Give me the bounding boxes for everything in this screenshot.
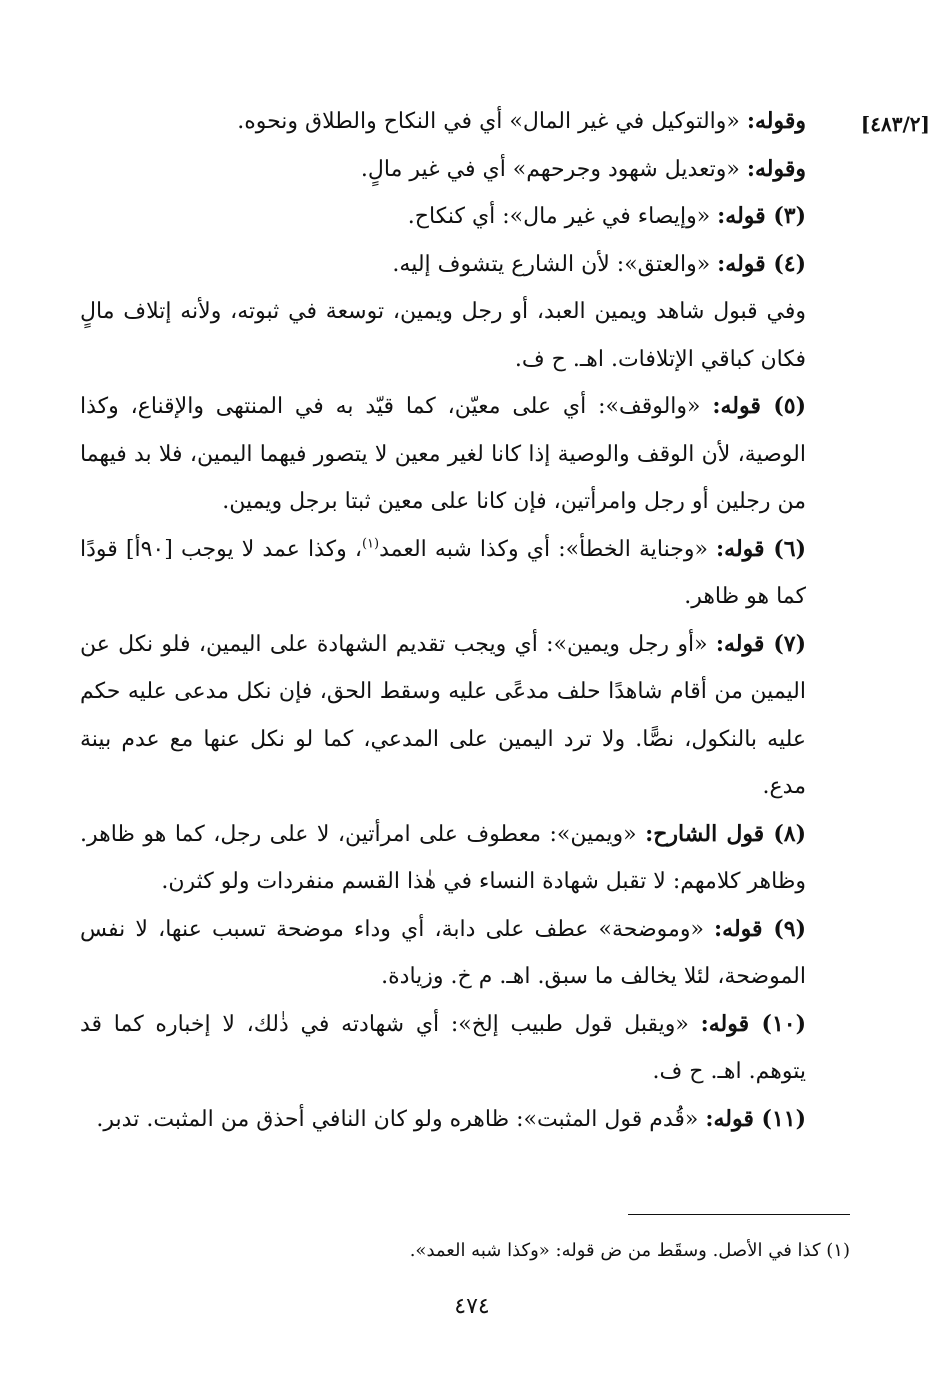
footnote: (١) كذا في الأصل. وسقَط من ض قوله: «وكذا شبه العمد». [409, 1240, 850, 1261]
paragraph-text: وفي قبول شاهد ويمين العبد، أو رجل ويمين، توسعة في ثبوته، ولأنه إتلاف مالٍ فكان كباقي الإتلافات. اهـ. ح ف. [80, 299, 806, 372]
paragraph-heading: وقوله: [746, 108, 806, 134]
margin-reference: [٤٨٣/٢] [860, 112, 930, 136]
paragraph-text-continued: ، وكذا عمد لا يوجب [٩٠أ] قودًا كما هو ظاهر. [80, 536, 806, 609]
paragraph-heading: (١١) قوله: [705, 1105, 806, 1132]
paragraph-3 [80, 193, 852, 241]
footnote-marker[interactable]: (١) [361, 536, 380, 552]
page-number: ٤٧٤ [454, 1294, 490, 1319]
paragraph-text: «وجناية الخطأ»: أي وكذا شبه العمد [379, 536, 717, 562]
paragraph-8 [80, 621, 852, 811]
paragraph-7 [80, 526, 852, 621]
paragraph-text: «والعتق»: لأن الشارع يتشوف إليه. [392, 251, 718, 277]
paragraph-text: «وتعديل شهود وجرحهم» أي في غير مالٍ. [360, 156, 747, 182]
paragraph-text: «ويمين»: معطوف على امرأتين، لا على رجل، كما هو ظاهر. وظاهر كلامهم: لا تقبل شهادة النساء في هٰذا القسم منفردات ولو كثرن. [80, 821, 806, 894]
paragraph-1 [80, 98, 852, 146]
paragraph-9 [80, 811, 852, 906]
paragraph-heading: وقوله: [746, 155, 806, 182]
paragraph-text: «ويقبل قول طبيب إلخ»: أي شهادته في ذٰلك، لا إخباره كما قد يتوهم. اهـ. ح ف. [80, 1011, 806, 1084]
paragraph-12 [80, 1096, 852, 1144]
paragraph-heading: (٣) قوله: [717, 203, 806, 229]
paragraph-heading: (٩) قوله: [714, 915, 807, 942]
paragraph-4 [80, 241, 852, 289]
paragraph-text: «والتوكيل في غير المال» أي في النكاح والطلاق ونحوه. [237, 109, 747, 134]
paragraph-text: «أو رجل ويمين»: أي ويجب تقديم الشهادة على اليمين، فلو نكل عن اليمين من أقام شاهدًا حلف مدعًى عليه وسقط الحق، فإن نكل مدعى عليه حكم عليه بالنكول، نصًّا. ولا ترد اليمين على المدعي، كما لو نكل عنها مع عدم بينة مدع. [80, 631, 806, 799]
paragraph-10 [80, 906, 852, 1001]
paragraph-text: «وموضحة» عطف على دابة، أي وداء موضحة تسبب عنها، لا نفس الموضحة، لئلا يخالف ما سبق. اهـ. م خ. وزيادة. [80, 916, 806, 989]
paragraph-2 [80, 146, 852, 194]
paragraph-text: «وإيصاء في غير مال»: أي كنكاح. [407, 204, 718, 229]
paragraph-heading: (١٠) قوله: [700, 1010, 806, 1037]
paragraph-11 [80, 1001, 852, 1096]
paragraph-heading: (٦) قوله: [716, 535, 806, 562]
paragraph-heading: (٥) قوله: [712, 393, 806, 419]
paragraph-text: «والوقف»: أي على معيّن، كما قيّد به في المنتهى والإقناع، وكذا الوصية، لأن الوقف والوصية إذا كانا لغير معين لا يتصور فيهما اليمين، فلا بد فيهما من رجلين أو رجل وامرأتين، فإن كانا على معين ثبتا برجل ويمين. [80, 394, 806, 514]
paragraph-5 [80, 288, 852, 383]
paragraph-heading: (٧) قوله: [715, 630, 806, 657]
paragraph-heading: (٤) قوله: [717, 250, 806, 277]
paragraph-6 [80, 383, 852, 526]
commentary-body [80, 98, 852, 1143]
paragraph-heading: (٨) قول الشارح: [645, 820, 806, 847]
footnote-divider [628, 1214, 850, 1215]
paragraph-text: «قُدم قول المثبت»: ظاهره ولو كان النافي أحذق من المثبت. تدبر. [96, 1106, 706, 1132]
